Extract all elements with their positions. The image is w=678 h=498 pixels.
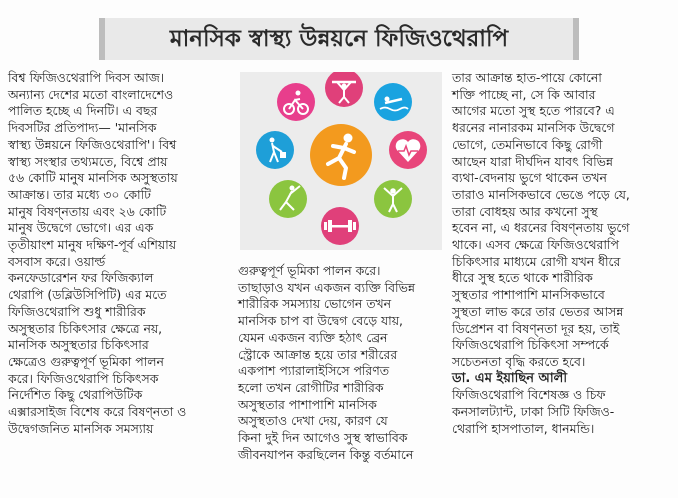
text-line: শারীরিক সমস্যায় ভোগেন তখন (238, 296, 392, 312)
text-line: অসুস্থতার চিকিৎসার ক্ষেত্রে নয়, (8, 320, 163, 336)
headline-banner (99, 18, 579, 60)
text-line: দিবসটির প্রতিপাদ্য— 'মানসিক (8, 120, 157, 136)
stretching-icon (269, 180, 307, 218)
text-line: বসবাস করে। ওয়ার্ল্ড (8, 253, 106, 269)
text-line: উদ্বেগজনিত মানসিক সমস্যায় (8, 420, 154, 436)
text-line: করে। ফিজিওথেরাপি চিকিৎসক (8, 370, 159, 386)
text-line: তৃতীয়াংশ মানুষ দক্ষিণ-পূর্ব এশিয়ায় (8, 237, 177, 253)
text-line: তাছাড়াও যখন একজন ব্যক্তি বিভিন্ন (238, 279, 415, 295)
illustration-svg (240, 72, 442, 250)
text-line: একপাশ প্যারালাইসিসে পরিণত (238, 363, 390, 379)
text-line: থেরাপি (ডব্লিউসিপিটি) এর মতে (8, 287, 167, 303)
article-headline: মানসিক স্বাস্থ্য উন্নয়নে ফিজিওথেরাপি (169, 25, 509, 52)
text-line: ক্ষেত্রেও গুরুত্বপূর্ণ ভূমিকা পালন (8, 353, 164, 369)
cycling-icon (277, 83, 315, 121)
text-line: সুস্থতার পাশাপাশি মানসিকভাবে (452, 287, 605, 303)
text-line: জীবনযাপন করছিলেন কিন্তু বর্তমানে (238, 446, 414, 462)
text-line: সুস্থতা লাভ করে তার ভেতর আসন্ন (452, 303, 624, 319)
swimming-icon (374, 83, 412, 121)
article-column-1 (8, 70, 228, 437)
text-line: মানসিক চাপ বা উদ্বেগ বেড়ে যায়, (238, 313, 403, 329)
text-line: ফিজিওথেরাপি শুধু শারীরিক (8, 303, 146, 319)
text-line: কনফেডারেশন ফর ফিজিক্যাল (8, 270, 154, 286)
text-line: অন্যান্য দেশের মতো বাংলাদেশেও (8, 86, 174, 102)
text-line: অসুস্থতার পাশাপাশি মানসিক (238, 396, 377, 412)
text-line: মানুষ উদ্বেগে ভোগে। এর এক (8, 220, 154, 236)
text-line: ভোগে, তেমনিভাবে কিছু রোগী (452, 136, 603, 152)
text-line: মানুষ বিষণ্নতায় এবং ২৬ কোটি (8, 203, 167, 219)
text-line: অসুস্থতাও দেখা দেয়, কারণ যে (238, 413, 388, 429)
cheering-icon (374, 180, 412, 218)
physiotherapy-illustration (240, 72, 442, 250)
running-person-icon (310, 124, 372, 186)
text-line: ধরনের নানারকম মানসিক উদ্বেগে (452, 120, 615, 136)
text-line: ৫৬ কোটি মানুষ মানসিক অসুস্থতায় (8, 170, 178, 186)
text-line: আছেন যারা দীর্ঘদিন যাবৎ বিভিন্ন (452, 153, 613, 169)
text-line: নির্দেশিত কিছু থেরাপিউটিক (8, 387, 143, 403)
article-column-2 (238, 263, 446, 463)
text-line: হলো তখন রোগীটির শারীরিক (238, 379, 384, 395)
text-line: থাকে। এসব ক্ষেত্রে ফিজিওথেরাপি (452, 237, 619, 253)
text-line: হবেন না, এ ধরনের বিষণ্নতায় ভুগে (452, 220, 630, 236)
text-line: ধীরে সুস্থ হতে থাকে শারীরিক (452, 270, 593, 286)
text-line: শক্তি পাচ্ছে না, সে কি আবার (452, 86, 596, 102)
text-line: তার আক্রান্ত হাত-পায়ে কোনো (452, 70, 602, 85)
text-line: তারাও মানসিকভাবে ভেঙে পড়ে যে, (452, 186, 630, 202)
text-line: আগের মতো সুস্থ হতে পারবে? এ (452, 103, 615, 119)
text-line: ফিজিওথেরাপি চিকিৎসা সম্পর্কে (452, 337, 609, 353)
text-line: বিশ্ব ফিজিওথেরাপি দিবস আজ। (8, 70, 165, 85)
text-line: আক্রান্ত। তার মধ্যে ৩০ কোটি (8, 186, 151, 202)
text-line: ডিপ্রেশন বা বিষণ্নতা দূর হয়, তাই (452, 320, 620, 336)
author-bio-line: থেরাপি হাসপাতাল, ধানমন্ডি। (452, 420, 595, 436)
text-line: যেমন একজন ব্যক্তি হঠাৎ ব্রেন (238, 329, 388, 345)
text-line: পালিত হচ্ছে এ দিনটি। এ বছর (8, 103, 158, 119)
author-name: ডা. এম ইয়াছিন আলী (452, 370, 568, 386)
text-line: মানসিক অসুস্থতার চিকিৎসার (8, 337, 149, 353)
text-line: সচেতনতা বৃদ্ধি করতে হবে। (452, 353, 586, 369)
text-line: স্বাস্থ্য উন্নয়নে ফিজিওথেরাপি'। বিশ্ব (8, 136, 177, 152)
text-line: স্ট্রোকে আক্রান্ত হয়ে তার শরীরের (238, 346, 398, 362)
text-line: চিকিৎসার মাধ্যমে রোগী যখন ধীরে (452, 253, 621, 269)
dumbbell-icon (321, 207, 359, 245)
text-line: ব্যথা-বেদনায় ভুগে থাকেন তখন (452, 170, 607, 186)
author-bio-line: ফিজিওথেরাপি বিশেষজ্ঞ ও চিফ (452, 387, 606, 403)
weightlifting-icon (325, 72, 363, 107)
text-line: তারা বোধহয় আর কখনো সুস্থ (452, 203, 598, 219)
article-column-3 (452, 70, 672, 437)
gardening-icon (256, 131, 294, 169)
text-line: স্বাস্থ্য সংস্থার তথ্যমতে, বিশ্বে প্রায় (8, 153, 168, 169)
text-line: গুরুত্বপূর্ণ ভূমিকা পালন করে। (238, 263, 381, 278)
text-line: এক্সারসাইজ বিশেষ করে বিষণ্নতা ও (8, 404, 187, 420)
heartbeat-icon (389, 131, 427, 169)
text-line: কিনা দুই দিন আগেও সুস্থ স্বাভাবিক (238, 430, 408, 446)
author-bio-line: কনসালট্যান্ট, ঢাকা সিটি ফিজিও- (452, 404, 615, 420)
